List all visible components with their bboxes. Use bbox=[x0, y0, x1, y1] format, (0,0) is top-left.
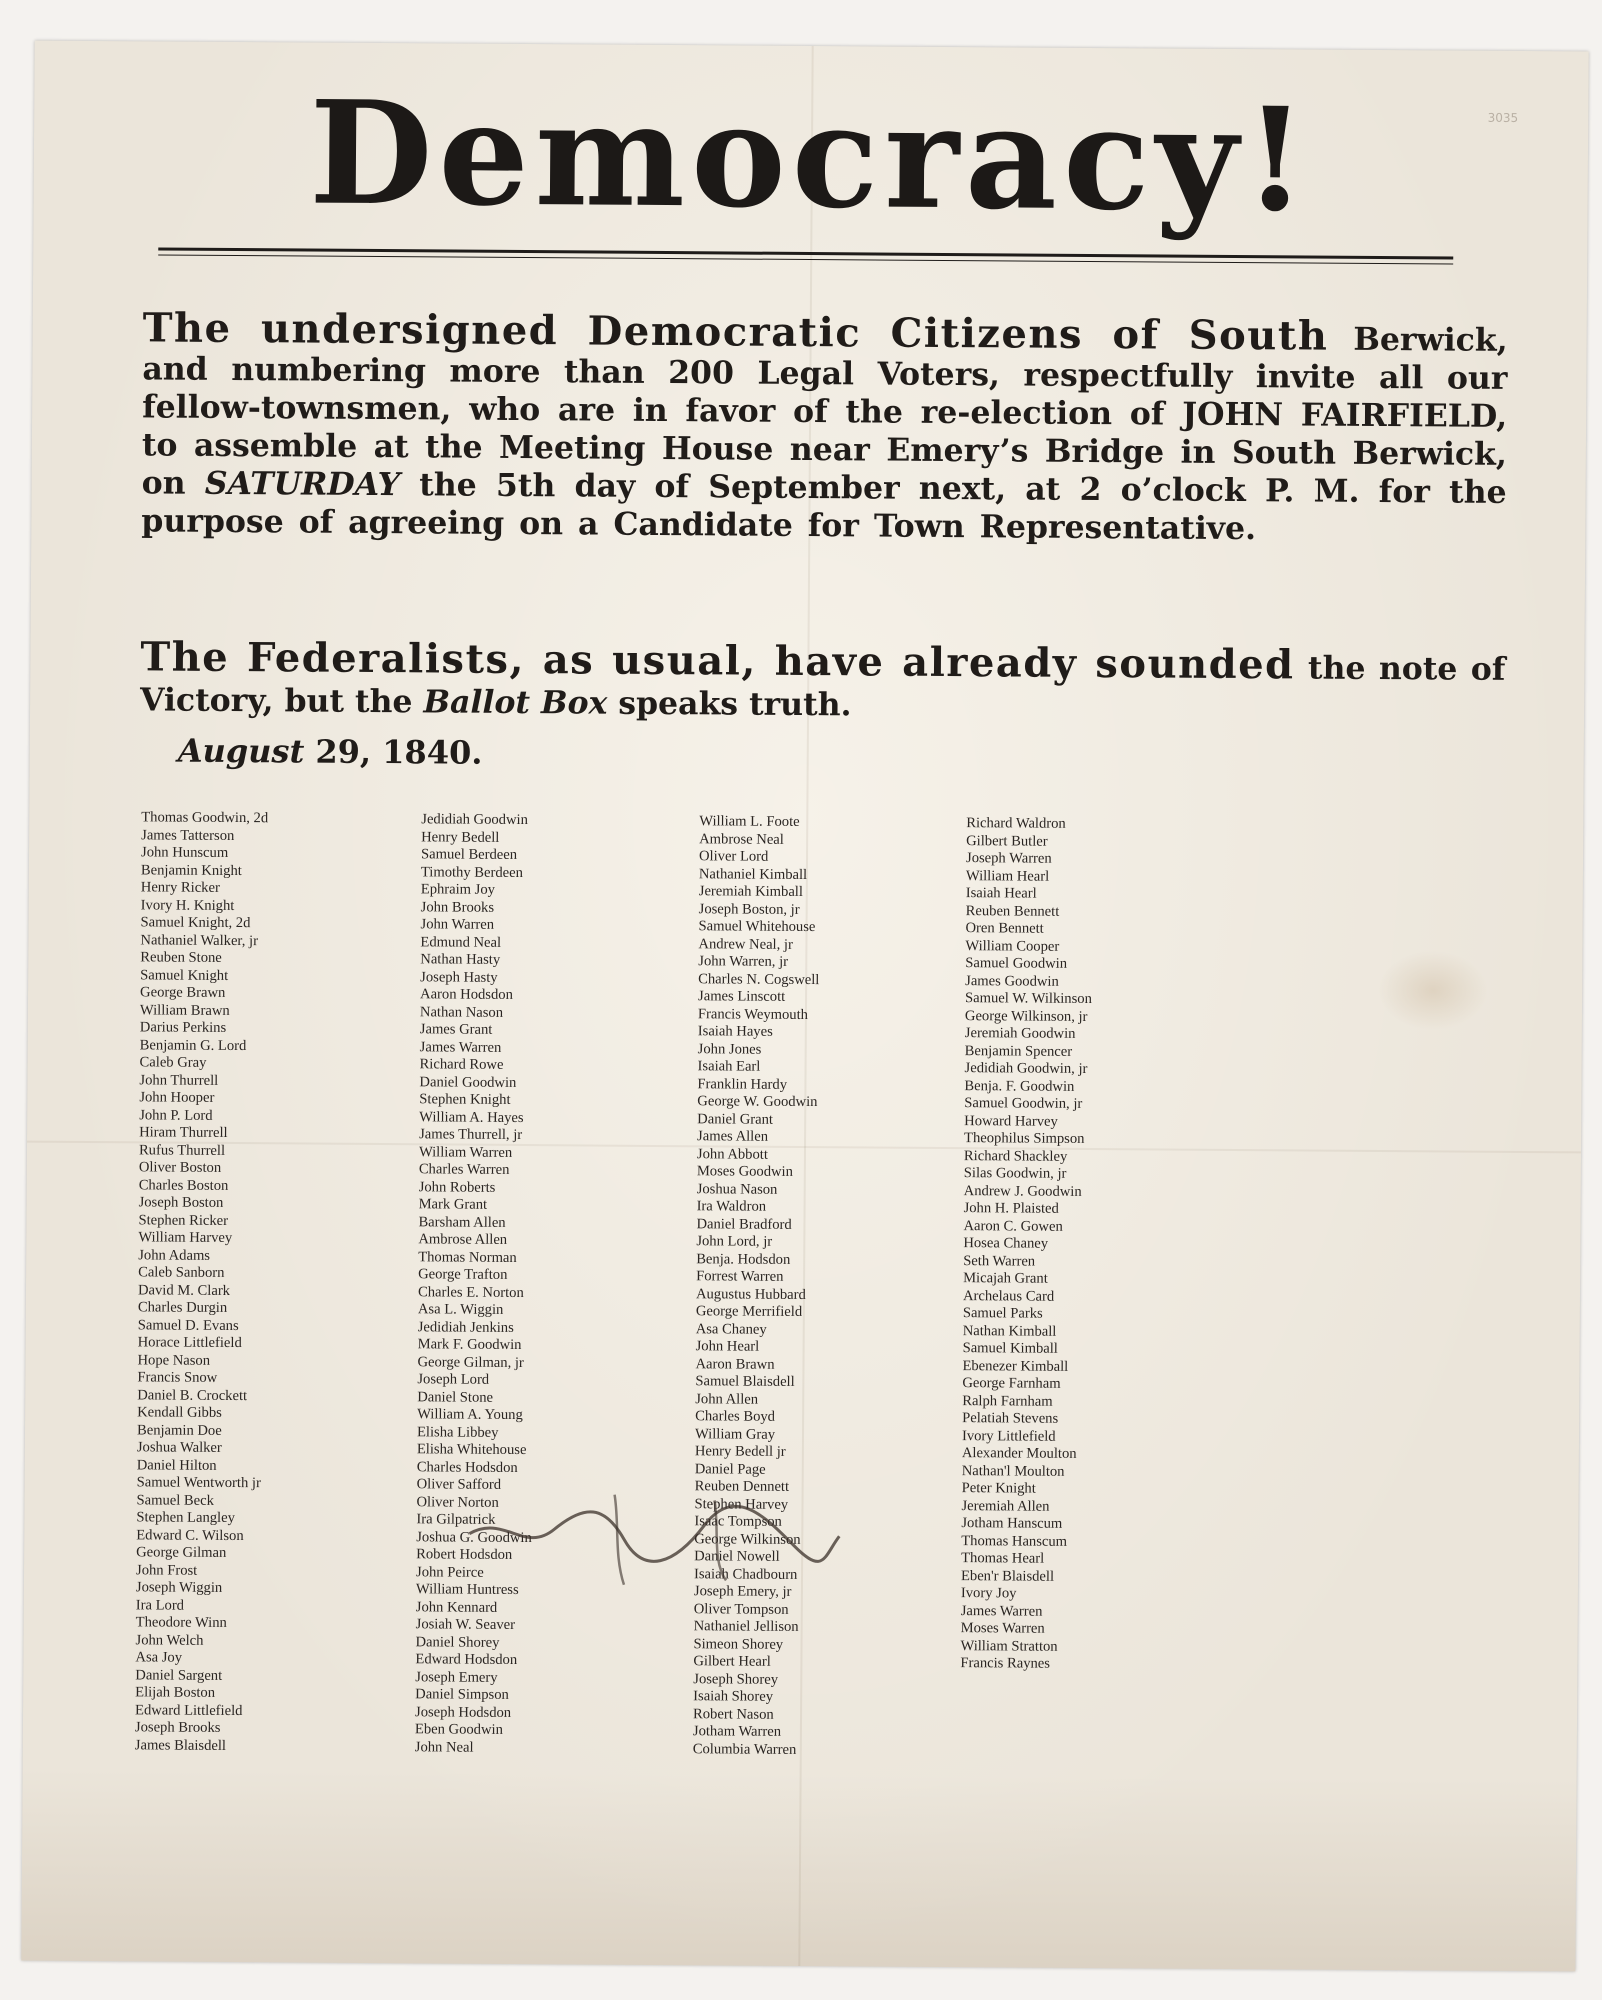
signer-name: Aaron C. Gowen bbox=[963, 1217, 1063, 1235]
signer-name: Thomas Hanscum bbox=[961, 1532, 1068, 1550]
signer-name: John Jones bbox=[697, 1040, 762, 1058]
signer-name: Rufus Thurrell bbox=[138, 1141, 226, 1159]
signer-name: Oliver Norton bbox=[416, 1493, 499, 1511]
federalists-lead: The Federalists, as usual, have already sounded bbox=[140, 633, 1295, 689]
signer-name: Nathaniel Walker, jr bbox=[140, 931, 259, 949]
date-month: August bbox=[177, 731, 305, 771]
signer-name: William L. Foote bbox=[699, 813, 800, 830]
notice-date bbox=[178, 732, 483, 772]
signer-name: Joseph Brooks bbox=[134, 1719, 221, 1736]
signer-name: Ambrose Neal bbox=[699, 830, 784, 848]
signer-name: William Gray bbox=[694, 1425, 776, 1443]
signer-name: Mark F. Goodwin bbox=[417, 1336, 522, 1354]
signer-name: Gilbert Butler bbox=[966, 832, 1048, 850]
signer-name: Henry Ricker bbox=[140, 879, 220, 896]
signer-name: John Welch bbox=[135, 1631, 204, 1649]
signer-name: Oliver Tompson bbox=[693, 1600, 789, 1618]
signer-name: James Allen bbox=[697, 1128, 769, 1145]
signer-name: George Brawn bbox=[140, 984, 226, 1001]
signer-name: John Lord, jr bbox=[696, 1233, 773, 1250]
signer-name: Henry Bedell bbox=[421, 828, 500, 846]
signer-name: Hiram Thurrell bbox=[139, 1124, 228, 1141]
signer-name: George Gilman, jr bbox=[417, 1353, 524, 1371]
signer-name: Isaiah Hayes bbox=[697, 1023, 773, 1040]
signer-name: Pelatiah Stevens bbox=[962, 1410, 1059, 1427]
date-rest: 29, 1840. bbox=[304, 732, 483, 772]
signer-name: William Harvey bbox=[138, 1229, 233, 1247]
signer-name: Gilbert Hearl bbox=[693, 1653, 771, 1670]
signer-name: Oliver Lord bbox=[698, 848, 769, 865]
signer-name: Josiah W. Seaver bbox=[415, 1616, 516, 1633]
signers-column-3 bbox=[693, 813, 1000, 1760]
signer-name: Darius Perkins bbox=[139, 1019, 227, 1036]
signer-name: William Brawn bbox=[139, 1001, 230, 1019]
signer-name: Elisha Libbey bbox=[416, 1423, 499, 1441]
signer-name: Reuben Stone bbox=[140, 949, 222, 966]
signer-name: Oliver Safford bbox=[416, 1476, 502, 1493]
signer-name: Micajah Grant bbox=[963, 1270, 1048, 1287]
federalists-text-a: the note of Victory, but the bbox=[139, 649, 1506, 721]
signer-name: Jedidiah Goodwin, jr bbox=[964, 1060, 1088, 1077]
ink-signature-scrawl bbox=[464, 1484, 845, 1597]
signers-column-4 bbox=[960, 815, 1266, 1675]
signer-name: Ira Lord bbox=[135, 1596, 185, 1614]
signer-name: Isaiah Earl bbox=[697, 1058, 761, 1075]
signer-name: Oliver Boston bbox=[138, 1159, 222, 1176]
signer-name: Joseph Boston bbox=[138, 1194, 224, 1211]
signer-name: Ambrose Allen bbox=[418, 1231, 508, 1248]
signer-name: Kendall Gibbs bbox=[137, 1404, 222, 1421]
signer-name: Joseph Lord bbox=[417, 1371, 490, 1388]
signer-name: John Warren, jr bbox=[698, 953, 789, 970]
signer-name: Samuel W. Wilkinson bbox=[965, 990, 1092, 1008]
signer-name: Nathan Hasty bbox=[420, 951, 501, 968]
signer-name: Archelaus Card bbox=[962, 1287, 1055, 1305]
signer-name: Horace Littlefield bbox=[137, 1334, 242, 1352]
signer-name: John Warren bbox=[420, 916, 495, 933]
signer-name: Charles Durgin bbox=[137, 1299, 228, 1316]
signer-name: Stephen Knight bbox=[419, 1091, 511, 1108]
invitation-text-a: Berwick, and numbering more than 200 Legal Voters, respectfully invite all our fellow-townsmen, who are in favor of the re-election of JOHN FAIRFIELD, to assemble at the Meeting House near Emery’s Bridge in South Berwick, on bbox=[141, 320, 1508, 502]
signer-name: Daniel Grant bbox=[697, 1110, 774, 1128]
signer-name: John P. Lord bbox=[139, 1106, 213, 1124]
signer-name: William Warren bbox=[418, 1143, 513, 1161]
signer-name: Francis Weymouth bbox=[697, 1005, 809, 1023]
signer-name: John Kennard bbox=[415, 1598, 498, 1616]
signer-name: Augustus Hubbard bbox=[695, 1285, 806, 1303]
signer-name: William Stratton bbox=[960, 1637, 1058, 1655]
signer-name: Isaiah Chadbourn bbox=[693, 1565, 798, 1583]
signer-name: John Brooks bbox=[420, 898, 495, 916]
signer-name: Reuben Bennett bbox=[965, 902, 1060, 920]
signer-name: Edward C. Wilson bbox=[136, 1526, 244, 1544]
signer-name: Ira Gilpatrick bbox=[416, 1511, 496, 1528]
signer-name: James Goodwin bbox=[965, 972, 1059, 990]
signer-name: Charles Boyd bbox=[695, 1408, 776, 1425]
signer-name: John Hunscum bbox=[141, 844, 229, 861]
signer-name: Isaiah Shorey bbox=[693, 1688, 774, 1705]
signer-name: Asa Chaney bbox=[695, 1320, 767, 1338]
signer-name: John H. Plaisted bbox=[963, 1200, 1059, 1217]
signer-name: Samuel Knight, 2d bbox=[140, 914, 251, 932]
signer-name: Eben'r Blaisdell bbox=[960, 1567, 1055, 1585]
signer-name: Asa Joy bbox=[135, 1649, 183, 1666]
signer-name: John Abbott bbox=[696, 1145, 768, 1163]
signer-name: James Grant bbox=[419, 1021, 493, 1038]
signer-name: Nathan Kimball bbox=[962, 1322, 1057, 1340]
signer-name: Ivory Littlefield bbox=[961, 1427, 1056, 1445]
signer-name: John Thurrell bbox=[139, 1071, 219, 1089]
signer-name: Samuel Blaisdell bbox=[695, 1373, 795, 1390]
signer-name: Ira Waldron bbox=[696, 1198, 767, 1215]
signer-name: Nathaniel Kimball bbox=[698, 865, 808, 883]
signer-name: Jeremiah Goodwin bbox=[964, 1025, 1076, 1042]
signer-name: John Hooper bbox=[139, 1089, 215, 1106]
signer-name: Edward Hodsdon bbox=[415, 1651, 518, 1669]
signer-name: Henry Bedell jr bbox=[694, 1443, 786, 1460]
signer-name: Thomas Hearl bbox=[961, 1550, 1045, 1567]
signer-name: Samuel Beck bbox=[136, 1491, 215, 1509]
signer-name: Francis Raynes bbox=[960, 1655, 1051, 1672]
signer-name: Hosea Chaney bbox=[963, 1235, 1049, 1252]
signer-name: Joseph Shorey bbox=[693, 1670, 779, 1688]
signer-name: Daniel Shorey bbox=[415, 1633, 500, 1651]
signer-name: James Tatterson bbox=[141, 826, 235, 844]
signer-name: Reuben Dennett bbox=[694, 1478, 790, 1495]
signer-name: Isaac Tompson bbox=[694, 1513, 782, 1530]
signer-name: Samuel Goodwin bbox=[965, 955, 1068, 972]
signer-name: Joshua G. Goodwin bbox=[416, 1528, 532, 1546]
signer-name: George Trafton bbox=[418, 1266, 508, 1283]
signer-name: Samuel Kimball bbox=[962, 1340, 1058, 1357]
signer-name: Edmund Neal bbox=[420, 933, 502, 951]
signer-name: William Cooper bbox=[965, 937, 1060, 955]
signer-name: Isaiah Hearl bbox=[965, 885, 1037, 902]
signers-column-1 bbox=[135, 809, 442, 1756]
signer-name: Daniel Nowell bbox=[694, 1548, 780, 1565]
signer-name: David M. Clark bbox=[137, 1281, 231, 1299]
signer-name: Joseph Wiggin bbox=[135, 1579, 223, 1596]
signer-name: George Gilman bbox=[136, 1544, 227, 1561]
signer-name: George Merrifield bbox=[695, 1303, 803, 1320]
signer-name: Daniel Bradford bbox=[696, 1215, 792, 1233]
signer-name: Joshua Nason bbox=[696, 1180, 778, 1198]
signer-name: Moses Goodwin bbox=[696, 1163, 793, 1180]
signer-name: Richard Rowe bbox=[419, 1056, 504, 1073]
federalists-text-b: speaks truth. bbox=[607, 684, 852, 724]
invitation-paragraph bbox=[141, 304, 1508, 550]
signer-name: James Blaisdell bbox=[134, 1736, 227, 1754]
signer-name: Daniel B. Crockett bbox=[137, 1386, 248, 1404]
signer-name: William A. Hayes bbox=[419, 1108, 524, 1126]
signer-name: Howard Harvey bbox=[964, 1112, 1058, 1130]
signer-name: Samuel Knight bbox=[140, 966, 229, 984]
signer-name: John Adams bbox=[138, 1246, 211, 1264]
signer-name: Samuel Berdeen bbox=[420, 846, 518, 863]
signer-name: Daniel Sargent bbox=[135, 1666, 223, 1684]
signer-name: Daniel Hilton bbox=[136, 1456, 217, 1474]
signer-name: Charles N. Cogswell bbox=[698, 970, 820, 988]
signer-name: Nathaniel Jellison bbox=[693, 1618, 799, 1635]
signer-name: George W. Goodwin bbox=[697, 1093, 818, 1111]
signer-name: Ivory H. Knight bbox=[140, 896, 235, 914]
signer-name: Benjamin Knight bbox=[140, 861, 242, 879]
signer-name: Alexander Moulton bbox=[961, 1445, 1077, 1462]
signer-name: Charles Warren bbox=[418, 1161, 510, 1178]
signer-name: Caleb Gray bbox=[139, 1054, 207, 1071]
signer-name: Nathan Nason bbox=[419, 1003, 504, 1021]
signer-name: Samuel D. Evans bbox=[137, 1316, 239, 1334]
signer-name: John Frost bbox=[135, 1561, 198, 1579]
signer-name: Columbia Warren bbox=[692, 1740, 797, 1758]
signer-name: Theophilus Simpson bbox=[964, 1130, 1085, 1147]
signer-name: Charles Boston bbox=[138, 1176, 229, 1194]
signer-name: Robert Nason bbox=[693, 1705, 774, 1723]
signer-name: John Peirce bbox=[415, 1563, 484, 1581]
invitation-text-b: the 5th day of September next, at 2 o’clock P. M. for the purpose of agreeing on a Candidate for Town Representative. bbox=[141, 466, 1507, 548]
signer-name: Ebenezer Kimball bbox=[962, 1357, 1069, 1375]
signer-name: Joseph Hodsdon bbox=[415, 1703, 512, 1721]
signer-name: Edward Littlefield bbox=[135, 1701, 243, 1719]
signer-name: Eben Goodwin bbox=[414, 1721, 503, 1738]
signer-name: Elijah Boston bbox=[135, 1684, 216, 1701]
signer-name: James Thurrell, jr bbox=[419, 1126, 523, 1144]
signer-name: Ephraim Joy bbox=[420, 881, 496, 898]
signer-name: James Warren bbox=[419, 1038, 502, 1056]
signer-name: Samuel Goodwin, jr bbox=[964, 1095, 1083, 1112]
signer-name: Richard Shackley bbox=[963, 1147, 1068, 1165]
signer-name: Elisha Whitehouse bbox=[416, 1441, 527, 1459]
invitation-day: SATURDAY bbox=[204, 464, 401, 504]
signer-name: Aaron Brawn bbox=[695, 1355, 775, 1373]
signer-name: Daniel Page bbox=[694, 1460, 766, 1478]
signer-name: Benjamin Doe bbox=[136, 1421, 222, 1439]
signer-name: Mark Grant bbox=[418, 1196, 488, 1213]
signer-name: Simeon Shorey bbox=[693, 1635, 784, 1653]
signer-name: Robert Hodsdon bbox=[416, 1546, 513, 1563]
signer-name: Franklin Hardy bbox=[697, 1075, 788, 1093]
signer-name: John Hearl bbox=[695, 1338, 760, 1355]
headline-rule bbox=[158, 247, 1453, 259]
signer-name: Benja. F. Goodwin bbox=[964, 1077, 1075, 1095]
headline: Democracy! bbox=[308, 70, 1314, 244]
water-stain bbox=[1378, 950, 1489, 1031]
signer-name: Richard Waldron bbox=[966, 815, 1066, 832]
signer-name: Joseph Warren bbox=[965, 850, 1052, 867]
signer-name: George Wilkinson bbox=[694, 1530, 801, 1548]
signer-name: John Roberts bbox=[418, 1178, 496, 1196]
signer-name: Moses Warren bbox=[960, 1620, 1045, 1637]
signer-name: Jedidiah Jenkins bbox=[417, 1318, 514, 1336]
signer-name: Andrew Neal, jr bbox=[698, 935, 793, 953]
signer-name: Benjamin Spencer bbox=[964, 1042, 1073, 1060]
signer-name: Samuel Wentworth jr bbox=[136, 1474, 261, 1492]
signer-name: Theodore Winn bbox=[135, 1614, 227, 1631]
signer-name: Daniel Goodwin bbox=[419, 1073, 517, 1091]
signer-name: Thomas Norman bbox=[418, 1248, 517, 1266]
signer-name: Timothy Berdeen bbox=[420, 863, 524, 881]
signer-name: Joseph Boston, jr bbox=[698, 900, 800, 918]
signer-name: Aaron Hodsdon bbox=[420, 986, 513, 1003]
signer-name: William Hearl bbox=[965, 867, 1050, 885]
signer-name: James Linscott bbox=[698, 988, 786, 1005]
signer-name: Benja. Hodsdon bbox=[696, 1250, 791, 1268]
signer-name: John Neal bbox=[414, 1738, 474, 1756]
signer-name: Stephen Ricker bbox=[138, 1211, 229, 1229]
signer-name: Thomas Goodwin, 2d bbox=[141, 809, 269, 827]
signer-name: Joshua Walker bbox=[136, 1439, 222, 1456]
signer-name: Jotham Hanscum bbox=[961, 1515, 1063, 1532]
ballot-box-phrase: Ballot Box bbox=[423, 683, 608, 722]
signer-name: George Wilkinson, jr bbox=[964, 1007, 1088, 1025]
federalists-paragraph bbox=[139, 633, 1506, 730]
signer-name: Jeremiah Allen bbox=[961, 1497, 1050, 1515]
signer-name: Peter Knight bbox=[961, 1480, 1036, 1497]
signer-name: Andrew J. Goodwin bbox=[963, 1182, 1082, 1200]
signer-name: Daniel Stone bbox=[417, 1388, 494, 1406]
signer-name: Silas Goodwin, jr bbox=[963, 1165, 1067, 1182]
signer-name: Asa L. Wiggin bbox=[417, 1301, 504, 1318]
signer-name: Caleb Sanborn bbox=[138, 1264, 225, 1281]
signer-name: Francis Snow bbox=[137, 1369, 218, 1386]
signer-name: Joseph Emery bbox=[415, 1668, 498, 1686]
signer-name: Joseph Hasty bbox=[420, 968, 498, 986]
pencil-mark: 3035 bbox=[1487, 110, 1519, 125]
signer-name: Jotham Warren bbox=[692, 1723, 782, 1740]
signer-name: Hope Nason bbox=[137, 1351, 211, 1369]
signer-name: Joseph Emery, jr bbox=[693, 1583, 792, 1600]
signer-name: Seth Warren bbox=[963, 1252, 1036, 1270]
signer-name: George Farnham bbox=[962, 1375, 1061, 1392]
signer-name: Charles Hodsdon bbox=[416, 1458, 518, 1476]
signer-name: Benjamin G. Lord bbox=[139, 1036, 247, 1054]
signer-name: Forrest Warren bbox=[696, 1268, 784, 1285]
signers-column-2 bbox=[415, 811, 722, 1758]
signer-name: William A. Young bbox=[417, 1406, 523, 1424]
signer-name: Stephen Harvey bbox=[694, 1495, 789, 1513]
signer-name: John Allen bbox=[695, 1390, 759, 1408]
signer-name: Charles E. Norton bbox=[417, 1283, 524, 1301]
signer-name: Jeremiah Kimball bbox=[698, 883, 804, 900]
signer-name: Ivory Joy bbox=[960, 1585, 1017, 1602]
signer-name: Daniel Simpson bbox=[415, 1686, 509, 1703]
signer-name: Ralph Farnham bbox=[962, 1392, 1053, 1410]
signer-name: Oren Bennett bbox=[965, 920, 1044, 937]
signer-name: Nathan'l Moulton bbox=[961, 1462, 1065, 1480]
signer-name: Samuel Parks bbox=[962, 1305, 1043, 1322]
signer-name: Samuel Whitehouse bbox=[698, 918, 816, 936]
invitation-lead: The undersigned Democratic Citizens of South bbox=[142, 304, 1329, 360]
signer-name: Barsham Allen bbox=[418, 1213, 506, 1231]
broadside-sheet bbox=[21, 41, 1588, 1972]
signer-name: William Huntress bbox=[415, 1581, 519, 1599]
signer-name: Stephen Langley bbox=[136, 1509, 235, 1527]
signer-name: James Warren bbox=[960, 1602, 1043, 1620]
signer-name: Jedidiah Goodwin bbox=[421, 811, 528, 829]
